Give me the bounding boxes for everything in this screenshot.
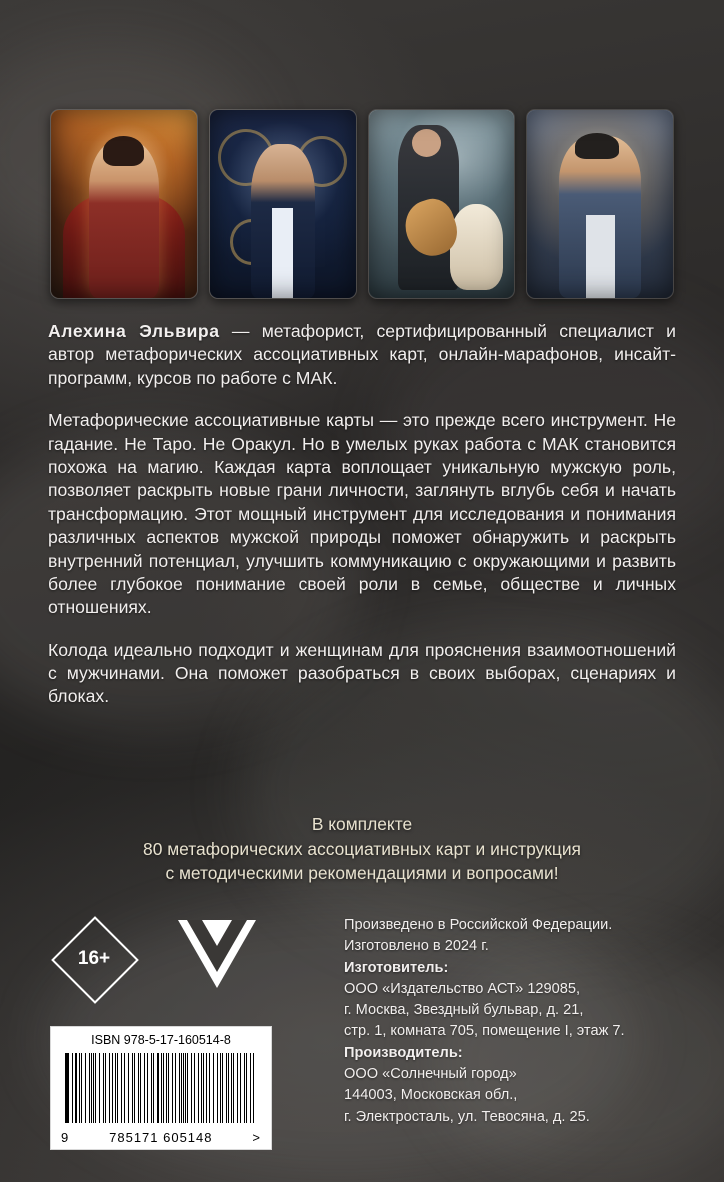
imprint-line-6: ООО «Солнечный город» [344, 1066, 517, 1083]
imprint-line-1: Произведено в Российской Федерации. [344, 917, 613, 933]
card-businessman [209, 109, 357, 299]
imprint-line-7: 144003, Московская обл., [344, 1087, 518, 1104]
producer-label: Производитель: [344, 1044, 463, 1061]
kit-contents [48, 812, 676, 886]
barcode-digit-right: > [252, 1130, 261, 1145]
imprint-line-8: г. Электросталь, ул. Тевосяна, д. 25. [344, 1108, 590, 1125]
barcode-bars [65, 1053, 257, 1123]
barcode-digit-left: 9 [61, 1130, 70, 1145]
paragraph-author [48, 320, 676, 390]
imprint-line-3: ООО «Издательство АСТ» 129085, [344, 980, 581, 997]
card-preview-strip [50, 109, 674, 297]
author-description: — метафорист, сертифицированный специалист и автор метафорических ассоциативных карт, онлайн-марафонов, инсайт-программ, курсов по работе с МАК. [48, 321, 676, 388]
isbn-text: ISBN 978-5-17-160514-8 [91, 1033, 231, 1047]
barcode-digits-main: 785171 605148 [109, 1130, 213, 1145]
imprint-line-5: стр. 1, комната 705, помещение I, этаж 7. [344, 1023, 625, 1040]
imprint-block [344, 915, 684, 1128]
paragraph-for-women: Колода идеально подходит и женщинам для прояснения взаимоотношений с мужчинами. Она поможет разобраться в своих выборах, сценариях и блоках. [48, 639, 676, 707]
kit-line-2: 80 метафорических ассоциативных карт и инструкция [143, 838, 581, 859]
paragraph-about-cards: Метафорические ассоциативные карты — это прежде всего инструмент. Не гадание. Не Таро. Не Оракул. Но в умелых руках работа с МАК становится похожа на магию. Каждая карта воплощает уникальную мужскую роль, позволяет раскрыть новые грани личности, заглянуть вглубь себя и начать трансформацию. Этот мощный инструмент для исследования и понимания различных аспектов мужской природы поможет обнаружить и раскрыть внутренний потенциал, улучшить коммуникацию с окружающими и развить более глубокое понимание своей роли в семье, обществе и личных отношениях. [48, 410, 676, 618]
barcode-digits [61, 1130, 261, 1145]
kit-line-3: с методическими рекомендациями и вопросами! [165, 863, 559, 884]
imprint-line-4: г. Москва, Звездный бульвар, д. 21, [344, 1002, 584, 1019]
age-badge-label: 16+ [77, 948, 111, 969]
kit-title: В комплекте [311, 814, 413, 834]
barcode [50, 1026, 272, 1150]
imprint-line-2: Изготовлено в 2024 г. [344, 938, 489, 955]
card-warrior [50, 109, 198, 299]
manufacturer-label: Изготовитель: [344, 959, 449, 976]
author-name: Алехина Эльвира [48, 321, 220, 341]
card-smiling-man [526, 109, 674, 299]
age-rating-badge [57, 922, 131, 996]
description-text [48, 320, 676, 709]
v-triangle-logo [178, 920, 256, 996]
card-musician [368, 109, 516, 299]
